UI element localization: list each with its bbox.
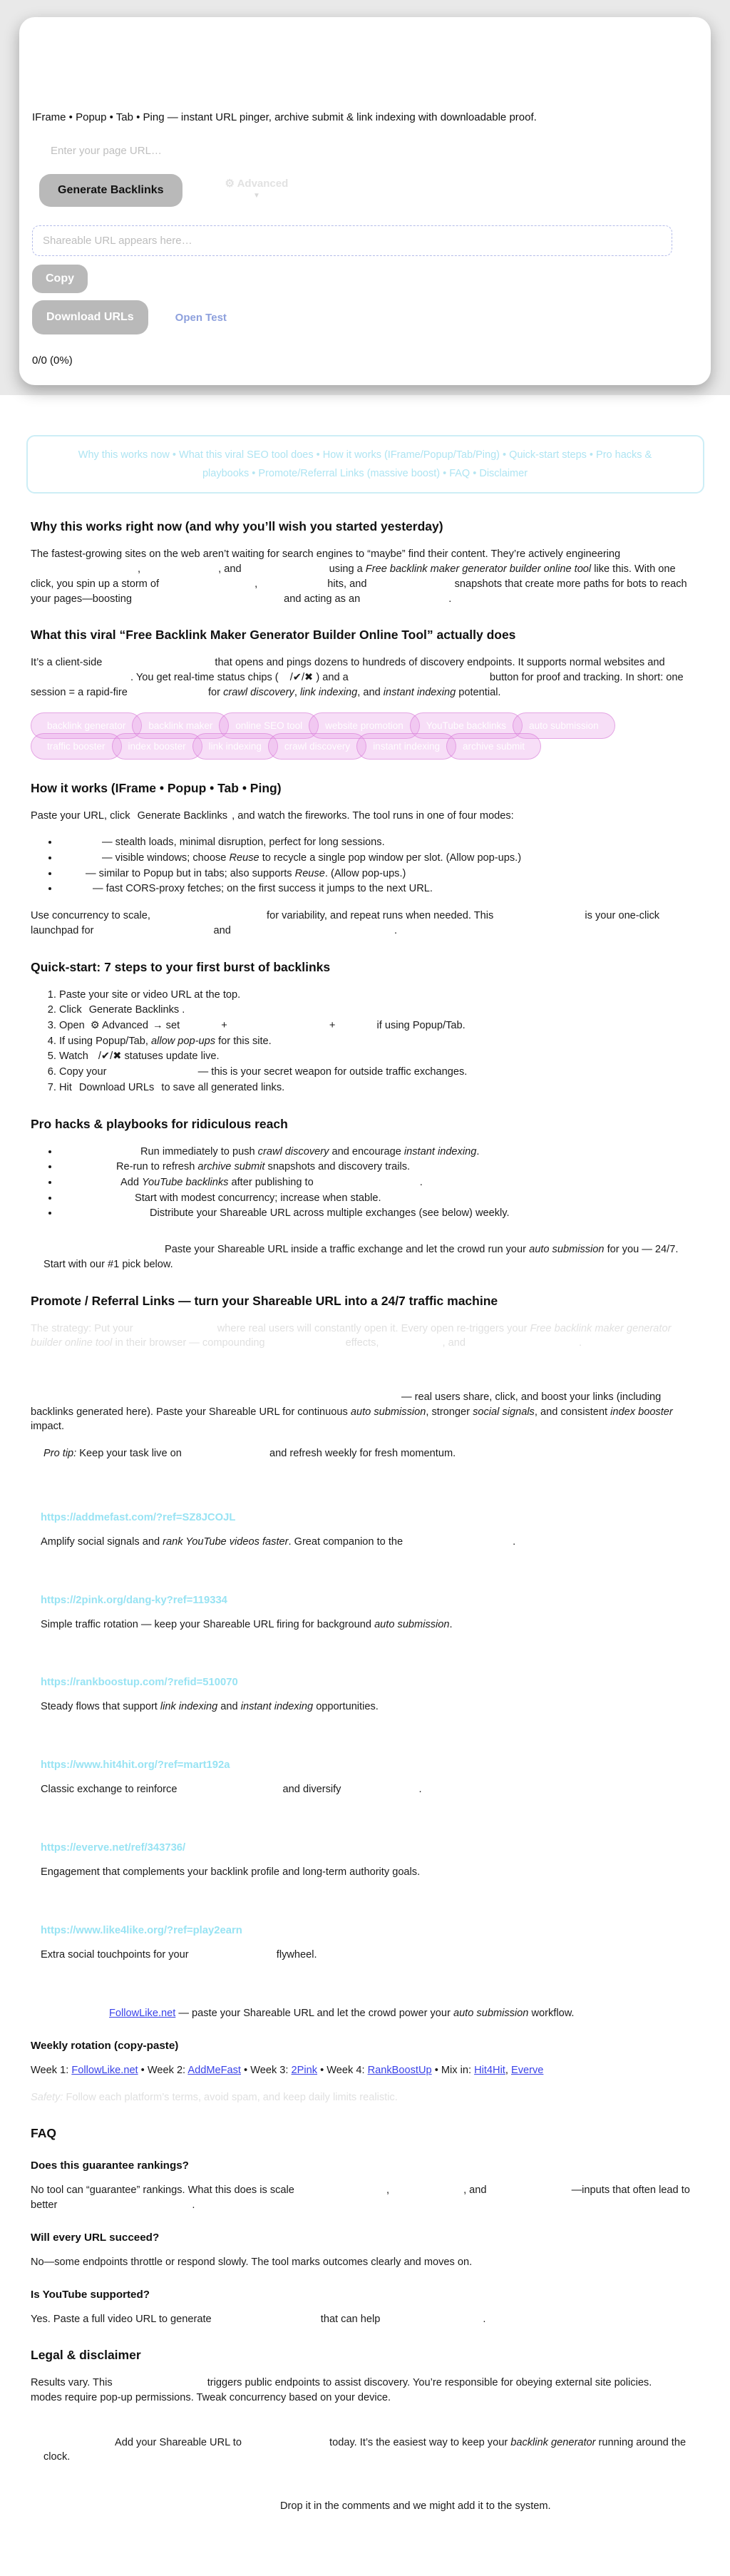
text-run: , and: [442, 1337, 469, 1349]
text-run: .: [192, 2199, 195, 2212]
toc-link[interactable]: Why this works now: [78, 449, 170, 461]
paragraph: [31, 2255, 695, 2270]
section-heading: Promote / Referral Links — turn your Shareable URL into a 24/7 traffic machine: [31, 1293, 498, 1308]
keyword-pill: instant indexing: [356, 733, 456, 760]
keyword-pill: YouTube backlinks: [410, 712, 523, 739]
text-run: Generate Backlinks: [88, 1004, 180, 1016]
hidden-text-gap: [97, 933, 211, 934]
text-run: .: [476, 1145, 480, 1157]
generate-row: [39, 174, 698, 207]
hidden-text-gap: [59, 860, 102, 861]
hidden-text-gap: [406, 1544, 513, 1545]
list-item: [59, 1191, 695, 1206]
hidden-text-gap: [31, 2015, 109, 2016]
text-run: and: [210, 924, 234, 936]
referral-description: [41, 1617, 695, 1632]
text-run: • Week 3:: [240, 2064, 292, 2076]
text-run: to save all generated links.: [158, 1081, 285, 1093]
text-run: and diversify: [279, 1784, 344, 1796]
sub-heading: Does this guarantee rankings?: [31, 2160, 189, 2172]
emphasis-text: instant indexing: [383, 686, 456, 698]
inline-link[interactable]: FollowLike.net: [109, 2008, 176, 2020]
text-run: Start with modest concurrency; increase when stable.: [135, 1192, 381, 1204]
generate-backlinks-button[interactable]: Generate Backlinks: [39, 174, 182, 207]
text-run: Keep your task live on: [76, 1448, 185, 1460]
text-run: Extra social touchpoints for your: [41, 1948, 192, 1961]
open-test-link[interactable]: Open Test: [175, 311, 227, 324]
text-run: The strategy: Put your: [31, 1322, 136, 1334]
text-run: +: [326, 1019, 339, 1031]
text-run: • Week 4:: [317, 2064, 368, 2076]
list-item: [59, 1065, 695, 1080]
text-run: Engagement that complements your backlink profile and long-term authority goals.: [41, 1866, 421, 1878]
paragraph: [31, 2499, 695, 2514]
text-run: Download URLs: [78, 1081, 155, 1093]
paragraph: [31, 909, 695, 938]
paragraph: [43, 2436, 695, 2465]
nav-separator: •: [249, 468, 259, 480]
emphasis-text: instant indexing: [403, 1145, 477, 1157]
text-run: Paste your URL, click: [31, 809, 133, 822]
text-run: — visible windows; choose: [102, 852, 230, 864]
hidden-text-gap: [234, 933, 394, 934]
text-run: , stronger: [426, 1406, 473, 1418]
text-run: snapshots that create more paths for bots to reach your pages—boosting: [31, 578, 687, 605]
text-run: Hit: [59, 1081, 75, 1093]
nav-separator: •: [470, 468, 480, 480]
list-item: [59, 1175, 695, 1190]
sub-heading: Will every URL succeed?: [31, 2231, 160, 2244]
numbered-list: [31, 988, 695, 1095]
text-run: .: [394, 924, 398, 936]
text-run: .: [182, 1004, 185, 1016]
text-run: effects,: [342, 1337, 382, 1349]
keyword-pill: online SEO tool: [219, 712, 319, 739]
hidden-text-gap: [60, 2207, 192, 2208]
nav-separator: •: [586, 449, 597, 461]
paragraph: [31, 2006, 695, 2021]
hidden-text-gap: [468, 1345, 579, 1346]
text-run: Run immediately to push: [140, 1145, 258, 1157]
text-run: Generate Backlinks: [137, 809, 228, 822]
text-run: that opens and pings dozens to hundreds of discovery endpoints. It supports normal websites and: [212, 657, 665, 669]
list-item: [59, 1160, 695, 1175]
keyword-pill: crawl discovery: [268, 733, 366, 760]
nav-separator: •: [440, 468, 450, 480]
text-run: — real users share, click, and boost your links (including backlinks generated here). Paste your Shareable URL for continuous: [31, 1391, 662, 1418]
toc-link[interactable]: How it works (IFrame/Popup/Tab/Ping): [322, 449, 500, 461]
text-run: Week 1:: [31, 2064, 72, 2076]
hidden-text-gap: [59, 1215, 150, 1216]
text-run: Simple traffic rotation — keep your Shareable URL firing for background: [41, 1618, 375, 1630]
referral-description: [41, 1948, 695, 1963]
referral-description: [41, 1782, 695, 1797]
text-run: triggers public endpoints to assist discovery. You’re responsible for obeying external site policies.: [204, 2377, 655, 2389]
inline-link[interactable]: 2Pink: [291, 2064, 318, 2076]
referral-block: [41, 1841, 695, 1880]
text-run: No—some endpoints throttle or respond slowly. The tool marks outcomes clearly and moves on.: [31, 2256, 473, 2268]
section-heading: Pro hacks & playbooks for ridiculous reach: [31, 1116, 288, 1131]
hidden-text-gap: [192, 1957, 274, 1958]
text-run: Paste your site or video URL at the top.: [59, 988, 241, 1001]
text-run: Yes. Paste a full video URL to generate: [31, 2313, 215, 2325]
keyword-pill: backlink maker: [132, 712, 229, 739]
paragraph: [31, 2183, 695, 2212]
keyword-pill: link indexing: [192, 733, 278, 760]
hidden-text-gap: [162, 586, 255, 587]
hidden-text-gap: [260, 586, 324, 587]
text-run: Add: [120, 1177, 143, 1189]
tool-tagline: IFrame • Popup • Tab • Ping — instant URL pinger, archive submit & link indexing with downloadable proof.: [32, 111, 537, 123]
text-run: Add your Shareable URL to: [115, 2436, 245, 2448]
referral-link[interactable]: https://www.like4like.org/?ref=play2earn: [41, 1924, 242, 1936]
paragraph: [31, 547, 695, 606]
table-of-contents: [26, 435, 704, 494]
toc-link[interactable]: FAQ: [449, 468, 471, 480]
text-run: workflow.: [528, 2008, 575, 2020]
text-run: .: [448, 593, 452, 605]
page-url-input[interactable]: [32, 139, 664, 163]
list-item: [59, 867, 695, 881]
nav-separator: •: [169, 449, 180, 461]
text-run: Paste your Shareable URL inside a traffic exchange and let the crowd run your: [165, 1244, 530, 1256]
referral-link[interactable]: https://2pink.org/dang-ky?ref=119334: [41, 1594, 227, 1606]
text-run: ,: [505, 2064, 511, 2076]
progress-counter: 0/0 (0%): [32, 354, 73, 367]
text-run: Watch: [59, 1051, 91, 1063]
hidden-text-gap: [496, 918, 582, 919]
shareable-url-field[interactable]: [32, 225, 672, 256]
list-item: [59, 1049, 695, 1064]
paragraph: [31, 2090, 695, 2105]
emphasis-text: allow pop-ups: [151, 1035, 216, 1047]
toc-link[interactable]: Pro hacks & playbooks: [202, 449, 652, 480]
keyword-pill: auto submission: [513, 712, 615, 739]
sub-heading: Weekly rotation (copy-paste): [31, 2039, 179, 2052]
text-run: .: [579, 1337, 582, 1349]
referral-block: [41, 1759, 695, 1797]
text-run: — similar to Popup but in tabs; also supports: [86, 867, 295, 879]
text-run: after publishing to: [228, 1177, 317, 1189]
referral-block: [41, 1676, 695, 1714]
text-run: — this is your secret weapon for outside traffic exchanges.: [195, 1066, 468, 1078]
keyword-pill: index booster: [112, 733, 202, 760]
text-run: and encourage: [329, 1145, 404, 1157]
text-run: Drop it in the comments and we might add it to the system.: [280, 2500, 551, 2513]
referral-block: [41, 1594, 695, 1632]
hidden-text-gap: [115, 2385, 205, 2386]
text-run: ⚙ Advanced: [90, 1019, 149, 1031]
text-run: , and: [463, 2184, 490, 2197]
hidden-text-gap: [59, 1200, 135, 1201]
paragraph: [31, 2376, 695, 2405]
referral-link[interactable]: https://rankboostup.com/?refid=510070: [41, 1677, 238, 1689]
text-run: Amplify social signals and: [41, 1535, 163, 1548]
text-run: in their browser — compounding: [112, 1337, 268, 1349]
list-item: [59, 988, 695, 1003]
list-item: [59, 1034, 695, 1049]
toc-link[interactable]: What this viral SEO tool does: [179, 449, 314, 461]
emphasis-text: backlink generator: [510, 2436, 596, 2448]
section-heading: FAQ: [31, 2126, 56, 2141]
text-run: Distribute your Shareable URL across multiple exchanges (see below) weekly.: [150, 1207, 510, 1220]
list-item: [59, 1145, 695, 1160]
text-run: Open: [59, 1019, 88, 1031]
text-run: ,: [255, 578, 261, 590]
text-run: is your one-click launchpad for: [31, 910, 660, 936]
paragraph: [31, 1390, 695, 1434]
hidden-text-gap: [382, 1345, 443, 1346]
text-run: ,: [294, 686, 300, 698]
text-run: — stealth loads, minimal disruption, perfect for long sessions.: [102, 837, 385, 849]
hidden-text-gap: [110, 1074, 195, 1075]
keyword-pills: [31, 712, 695, 760]
text-run: • Week 2:: [138, 2064, 188, 2076]
text-run: . (Allow pop-ups.): [324, 867, 406, 879]
referral-block: [41, 1511, 695, 1550]
text-run: Results vary. This: [31, 2377, 115, 2389]
text-run: +: [218, 1019, 230, 1031]
emphasis-text: auto submission: [529, 1244, 605, 1256]
referral-description: [41, 1535, 695, 1550]
text-run: Click: [59, 1004, 85, 1016]
hidden-text-gap: [370, 586, 452, 587]
text-run: Steady flows that support: [41, 1701, 160, 1713]
advanced-toggle[interactable]: [225, 177, 289, 200]
hidden-text-gap: [215, 2321, 318, 2322]
text-run: .: [483, 2313, 486, 2325]
text-run: /✔/✖ ) and a: [289, 672, 351, 684]
inline-link[interactable]: Hit4Hit: [474, 2064, 505, 2076]
toc-link[interactable]: Disclaimer: [479, 468, 528, 480]
nav-separator: •: [499, 449, 510, 461]
hidden-text-gap: [245, 571, 327, 572]
text-run: and refresh weekly for fresh momentum.: [266, 1448, 456, 1460]
inline-link[interactable]: FollowLike.net: [71, 2064, 138, 2076]
keyword-pill: backlink generator: [31, 712, 142, 739]
emphasis-text: auto submission: [350, 1406, 426, 1418]
text-run: for this site.: [215, 1035, 272, 1047]
hidden-text-gap: [654, 2385, 690, 2386]
text-run: impact.: [31, 1421, 65, 1433]
bullet-list: [31, 835, 695, 896]
hidden-text-gap: [268, 1345, 343, 1346]
hidden-text-gap: [392, 2192, 463, 2193]
text-run: opportunities.: [313, 1701, 379, 1713]
paragraph: [31, 655, 695, 700]
keyword-pill: archive submit: [446, 733, 541, 760]
text-run: .: [513, 1535, 516, 1548]
text-run: , and: [218, 563, 245, 576]
toc-link[interactable]: Promote/Referral Links (massive boost): [258, 468, 441, 480]
text-run: flywheel.: [273, 1948, 317, 1961]
sub-heading: Is YouTube supported?: [31, 2288, 150, 2301]
hidden-text-gap: [31, 1399, 401, 1400]
paragraph: [43, 1446, 695, 1461]
text-run: Copy your: [59, 1066, 110, 1078]
copy-button[interactable]: Copy: [32, 265, 88, 293]
text-run: If using Popup/Tab,: [59, 1035, 151, 1047]
hidden-text-gap: [59, 1169, 116, 1170]
hidden-text-gap: [490, 2192, 572, 2193]
section-heading: Legal & disclaimer: [31, 2348, 141, 2363]
list-item: [59, 1206, 695, 1221]
hidden-text-gap: [363, 601, 448, 602]
hero-section: [0, 0, 730, 395]
text-run: Use concurrency to scale,: [31, 910, 153, 922]
emphasis-text: YouTube backlinks: [142, 1177, 229, 1189]
text-run: that can help: [317, 2313, 384, 2325]
hidden-text-gap: [91, 1058, 98, 1059]
text-run: Follow each platform’s terms, avoid spam, and keep daily limits realistic.: [63, 2091, 398, 2103]
hidden-text-gap: [136, 1331, 215, 1332]
emphasis-text: auto submission: [374, 1618, 450, 1630]
text-run: , and: [357, 686, 384, 698]
text-run: to recycle a single pop window per slot. (Allow pop-ups.): [259, 852, 522, 864]
text-run: , and watch the fireworks. The tool runs in one of four modes:: [232, 809, 514, 822]
hidden-text-gap: [31, 2508, 280, 2509]
referral-link[interactable]: https://www.hit4hit.org/?ref=mart192a: [41, 1759, 230, 1772]
text-run: — fast CORS-proxy fetches; on the first success it jumps to the next URL.: [93, 883, 433, 895]
toc-link[interactable]: Quick-start steps: [509, 449, 587, 461]
text-run: like this. With one click, you spin up a storm of: [31, 563, 676, 590]
text-run: No tool can “guarantee” rankings. What this does is scale: [31, 2184, 297, 2197]
paragraph: [31, 809, 695, 824]
text-run: where real users will constantly open it. Every open re-triggers your: [214, 1322, 530, 1334]
referral-description: [41, 1700, 695, 1714]
referral-block: [41, 1924, 695, 1963]
list-item: [59, 835, 695, 850]
text-run: Classic exchange to reinforce: [41, 1784, 180, 1796]
text-run: ,: [138, 563, 144, 576]
emphasis-text: Safety:: [31, 2091, 63, 2103]
hidden-text-gap: [143, 571, 218, 572]
emphasis-text: archive submit: [197, 1161, 265, 1173]
text-run: .: [449, 1618, 453, 1630]
text-run: , and consistent: [534, 1406, 611, 1418]
emphasis-text: crawl discovery: [223, 686, 294, 698]
text-run: — paste your Shareable URL and let the crowd power your: [175, 2008, 453, 2020]
text-run: potential.: [456, 686, 501, 698]
section-heading: Quick-start: 7 steps to your first burst of backlinks: [31, 959, 331, 974]
text-run: for you — 24/7. Start with our #1 pick below.: [43, 1244, 679, 1270]
section-heading: Why this works right now (and why you’ll wish you started yesterday): [31, 519, 443, 534]
emphasis-text: crawl discovery: [257, 1145, 329, 1157]
emphasis-text: auto submission: [453, 2008, 529, 2020]
download-row: [32, 300, 698, 334]
text-run: and acting as an: [281, 593, 364, 605]
hidden-text-gap: [59, 844, 102, 845]
keyword-pill: traffic booster: [31, 733, 122, 760]
text-run: modes require pop-up permissions. Tweak concurrency based on your device.: [31, 2391, 391, 2403]
hidden-text-gap: [297, 2192, 386, 2193]
list-item: [59, 881, 695, 896]
tool-card: [19, 17, 711, 385]
emphasis-text: Pro tip:: [43, 1448, 77, 1460]
emphasis-text: rank YouTube videos faster: [163, 1535, 289, 1548]
text-run: using a: [326, 563, 366, 576]
text-run: button for proof and tracking. In short: one session = a rapid-fire: [31, 672, 684, 698]
emphasis-text: Reuse: [229, 852, 259, 864]
article: [31, 519, 695, 2575]
text-run: The fastest-growing sites on the web aren’t waiting for search engines to “maybe” find their content. They’re actively engineering: [31, 548, 621, 561]
emphasis-text: Reuse: [294, 867, 325, 879]
text-run: ,: [386, 2184, 393, 2197]
text-run: .: [419, 1177, 423, 1189]
paragraph: [31, 1322, 695, 1351]
list-item: [59, 1018, 695, 1033]
referral-description: [41, 1865, 695, 1880]
text-run: Re-run to refresh: [116, 1161, 198, 1173]
text-run: and: [217, 1701, 241, 1713]
text-run: . Great companion to the: [288, 1535, 406, 1548]
gear-icon-label: ⚙ Advanced: [225, 178, 289, 190]
hidden-text-gap: [59, 1154, 140, 1155]
download-urls-button[interactable]: Download URLs: [32, 300, 148, 334]
hidden-text-gap: [31, 571, 138, 572]
section-heading: How it works (IFrame • Popup • Tab • Ping): [31, 780, 282, 795]
text-run: if using Popup/Tab.: [374, 1019, 466, 1031]
text-run: for: [205, 686, 224, 698]
paragraph: [31, 2063, 695, 2078]
emphasis-text: Free backlink maker generator builder online tool: [31, 1322, 672, 1349]
text-run: /✔/✖ statuses update live.: [98, 1051, 220, 1063]
text-run: • Mix in:: [431, 2064, 475, 2076]
text-run: .: [418, 1784, 422, 1796]
inline-link[interactable]: Everve: [510, 2064, 544, 2076]
text-run: for variability, and repeat runs when needed. This: [263, 910, 497, 922]
text-run: hits, and: [324, 578, 370, 590]
text-run: . You get real-time status chips (: [130, 672, 282, 684]
emphasis-text: Free backlink maker generator builder online tool: [365, 563, 592, 576]
chevron-down-icon: ▼: [252, 192, 260, 200]
bullet-list: [31, 1145, 695, 1222]
nav-separator: •: [313, 449, 323, 461]
hidden-text-gap: [153, 918, 264, 919]
emphasis-text: index booster: [610, 1406, 673, 1418]
hidden-text-gap: [135, 601, 281, 602]
keyword-pill: website promotion: [309, 712, 420, 739]
inline-link[interactable]: RankBoostUp: [367, 2064, 432, 2076]
paragraph: [43, 1242, 695, 1272]
emphasis-text: social signals: [473, 1406, 535, 1418]
emphasis-text: link indexing: [299, 686, 358, 698]
referral-link[interactable]: https://everve.net/ref/343736/: [41, 1841, 186, 1854]
text-run: running around the clock.: [43, 2436, 687, 2463]
inline-link[interactable]: AddMeFast: [187, 2064, 241, 2076]
list-item: [59, 1080, 695, 1095]
referral-link[interactable]: https://addmefast.com/?ref=SZ8JCOJL: [41, 1511, 236, 1523]
hidden-text-gap: [383, 2321, 483, 2322]
text-run: It’s a client-side: [31, 657, 106, 669]
text-run: → set: [153, 1019, 183, 1031]
section-heading: What this viral “Free Backlink Maker Generator Builder Online Tool” actually does: [31, 628, 516, 643]
emphasis-text: link indexing: [160, 1701, 218, 1713]
list-item: [59, 851, 695, 866]
emphasis-text: instant indexing: [240, 1701, 314, 1713]
text-run: —inputs that often lead to better: [31, 2184, 690, 2212]
text-run: snapshots and discovery trails.: [264, 1161, 411, 1173]
list-item: [59, 1003, 695, 1018]
text-run: today. It’s the easiest way to keep your: [327, 2436, 511, 2448]
paragraph: [31, 2312, 695, 2327]
